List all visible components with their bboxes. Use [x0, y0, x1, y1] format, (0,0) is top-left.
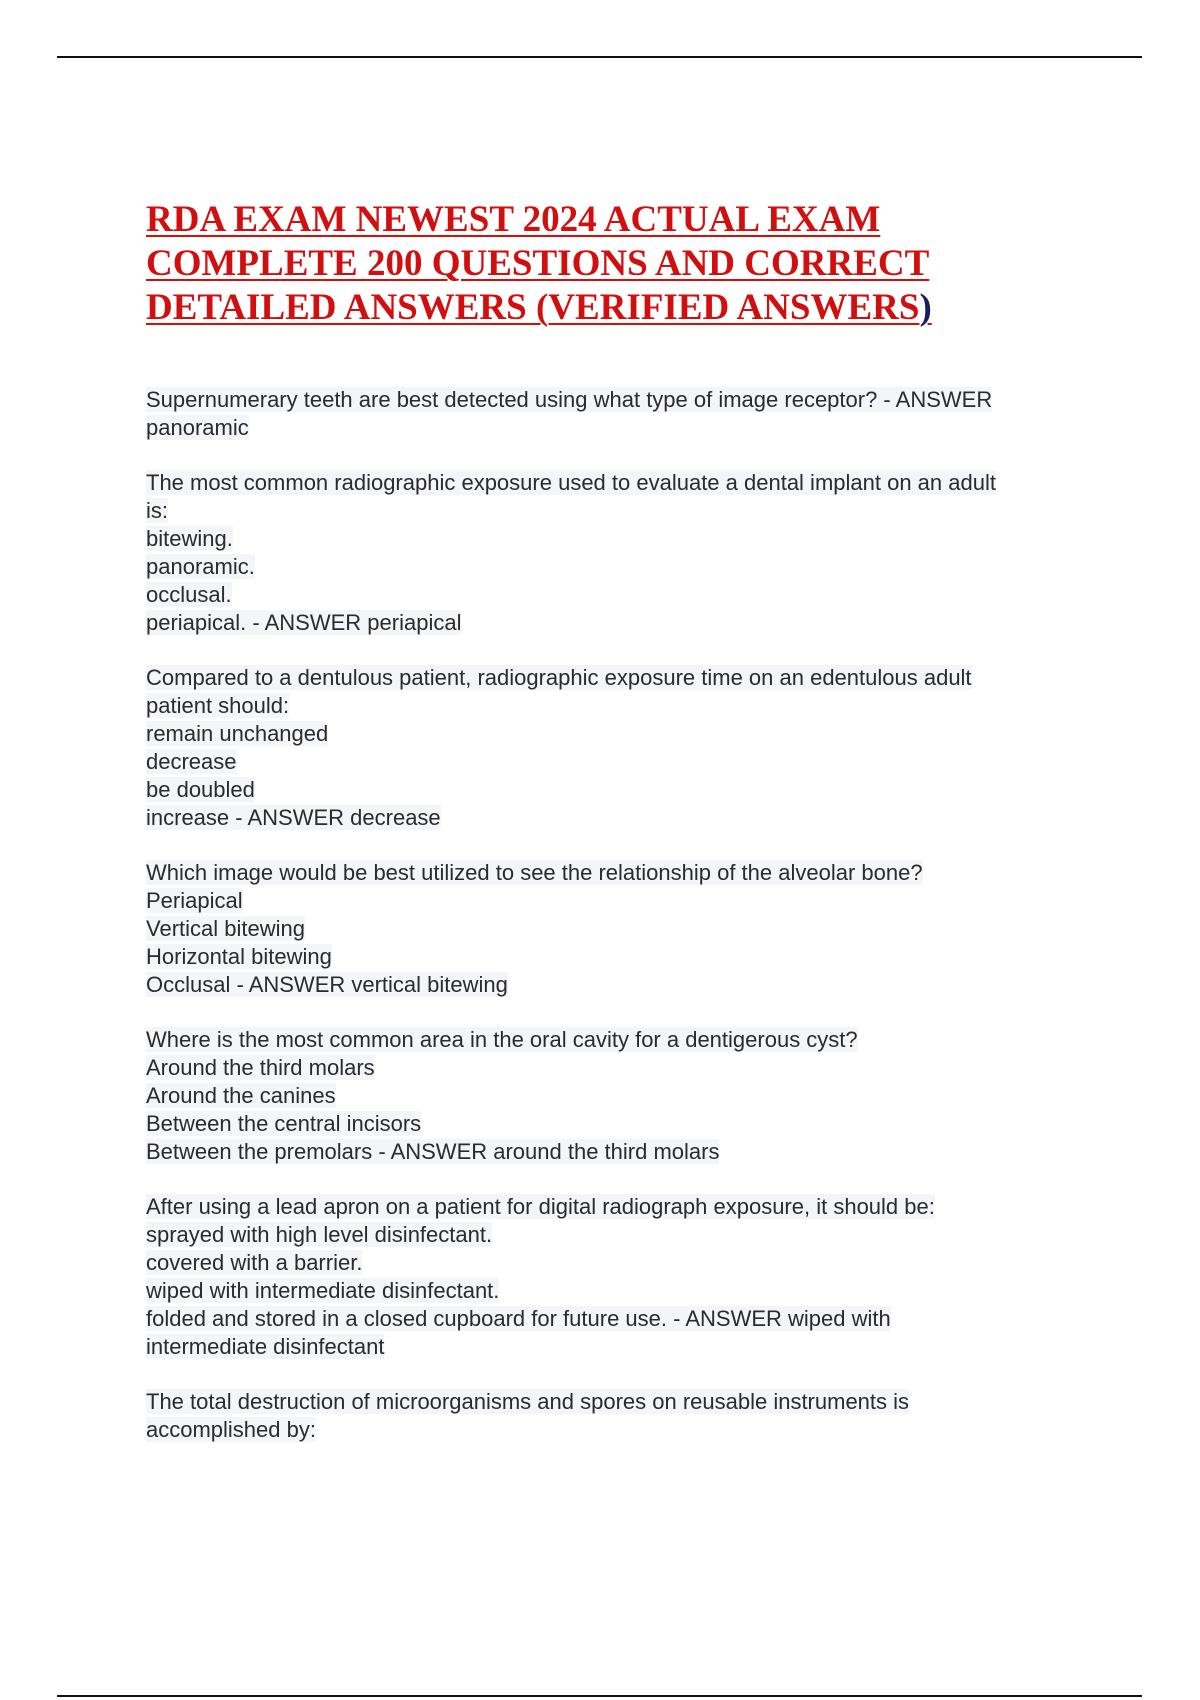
qa-item	[146, 1193, 1086, 1361]
qa-list	[146, 386, 1086, 1471]
qa-line-text: Compared to a dentulous patient, radiographic exposure time on an edentulous adult	[146, 665, 972, 690]
footer-rule	[57, 1695, 1142, 1697]
title-line-3	[146, 286, 1106, 330]
qa-line-text: bitewing.	[146, 526, 233, 551]
qa-line	[146, 1221, 1086, 1249]
qa-line-text: decrease	[146, 749, 237, 774]
qa-line-text: panoramic.	[146, 554, 255, 579]
qa-line-text: periapical. - ANSWER periapical	[146, 610, 462, 635]
title-line-1: RDA EXAM NEWEST 2024 ACTUAL EXAM	[146, 199, 881, 240]
qa-line	[146, 525, 1086, 553]
qa-line-text: Between the premolars - ANSWER around the third molars	[146, 1139, 720, 1164]
qa-line	[146, 469, 1086, 497]
qa-line	[146, 692, 1086, 720]
qa-line-text: covered with a barrier.	[146, 1250, 363, 1275]
qa-line-text: Horizontal bitewing	[146, 944, 332, 969]
title-line-2: COMPLETE 200 QUESTIONS AND CORRECT	[146, 243, 930, 284]
qa-line-text: Supernumerary teeth are best detected using what type of image receptor? - ANSWER	[146, 387, 993, 412]
qa-line-text: Where is the most common area in the oral cavity for a dentigerous cyst?	[146, 1027, 858, 1052]
qa-line-text: The total destruction of microorganisms and spores on reusable instruments is	[146, 1389, 910, 1414]
qa-line	[146, 1054, 1086, 1082]
title-closing-paren: )	[919, 287, 932, 328]
qa-item	[146, 1026, 1086, 1166]
qa-item	[146, 469, 1086, 637]
qa-line-text: be doubled	[146, 777, 255, 802]
qa-line	[146, 748, 1086, 776]
qa-line	[146, 1333, 1086, 1361]
qa-line	[146, 915, 1086, 943]
qa-line-text: Around the third molars	[146, 1055, 375, 1080]
qa-line	[146, 1193, 1086, 1221]
qa-line-text: intermediate disinfectant	[146, 1334, 385, 1359]
qa-line-text: sprayed with high level disinfectant.	[146, 1222, 493, 1247]
qa-line-text: patient should:	[146, 693, 290, 718]
qa-line-text: remain unchanged	[146, 721, 329, 746]
qa-line-text: Between the central incisors	[146, 1111, 422, 1136]
qa-line-text: folded and stored in a closed cupboard for future use. - ANSWER wiped with	[146, 1306, 891, 1331]
qa-item	[146, 1388, 1086, 1444]
qa-line-text: panoramic	[146, 415, 249, 440]
qa-line	[146, 581, 1086, 609]
qa-line-text: occlusal.	[146, 582, 232, 607]
qa-line	[146, 553, 1086, 581]
qa-line	[146, 859, 1086, 887]
qa-line	[146, 1082, 1086, 1110]
qa-line	[146, 1026, 1086, 1054]
qa-item	[146, 859, 1086, 999]
qa-line-text: Occlusal - ANSWER vertical bitewing	[146, 972, 508, 997]
document-title	[146, 198, 1106, 330]
header-rule	[57, 56, 1142, 58]
qa-line	[146, 1277, 1086, 1305]
qa-line-text: Which image would be best utilized to see the relationship of the alveolar bone?	[146, 860, 923, 885]
qa-line	[146, 1416, 1086, 1444]
qa-line	[146, 887, 1086, 915]
qa-line-text: accomplished by:	[146, 1417, 316, 1442]
qa-line	[146, 609, 1086, 637]
qa-line	[146, 943, 1086, 971]
qa-line-text: The most common radiographic exposure used to evaluate a dental implant on an adult	[146, 470, 996, 495]
qa-line-text: Periapical	[146, 888, 243, 913]
qa-line	[146, 1138, 1086, 1166]
qa-line-text: increase - ANSWER decrease	[146, 805, 441, 830]
qa-line	[146, 1305, 1086, 1333]
qa-line	[146, 664, 1086, 692]
qa-item	[146, 386, 1086, 442]
qa-line-text: Vertical bitewing	[146, 916, 305, 941]
qa-line	[146, 1388, 1086, 1416]
qa-line	[146, 1110, 1086, 1138]
qa-line	[146, 1249, 1086, 1277]
qa-line	[146, 497, 1086, 525]
title-line-3-text: DETAILED ANSWERS (VERIFIED ANSWERS	[146, 287, 920, 328]
qa-line	[146, 720, 1086, 748]
qa-line	[146, 776, 1086, 804]
qa-item	[146, 664, 1086, 832]
qa-line	[146, 414, 1086, 442]
qa-line	[146, 971, 1086, 999]
qa-line-text: wiped with intermediate disinfectant.	[146, 1278, 500, 1303]
qa-line-text: is:	[146, 498, 168, 523]
qa-line-text: After using a lead apron on a patient for digital radiograph exposure, it should be:	[146, 1194, 935, 1219]
qa-line	[146, 804, 1086, 832]
qa-line-text: Around the canines	[146, 1083, 336, 1108]
qa-line	[146, 386, 1086, 414]
